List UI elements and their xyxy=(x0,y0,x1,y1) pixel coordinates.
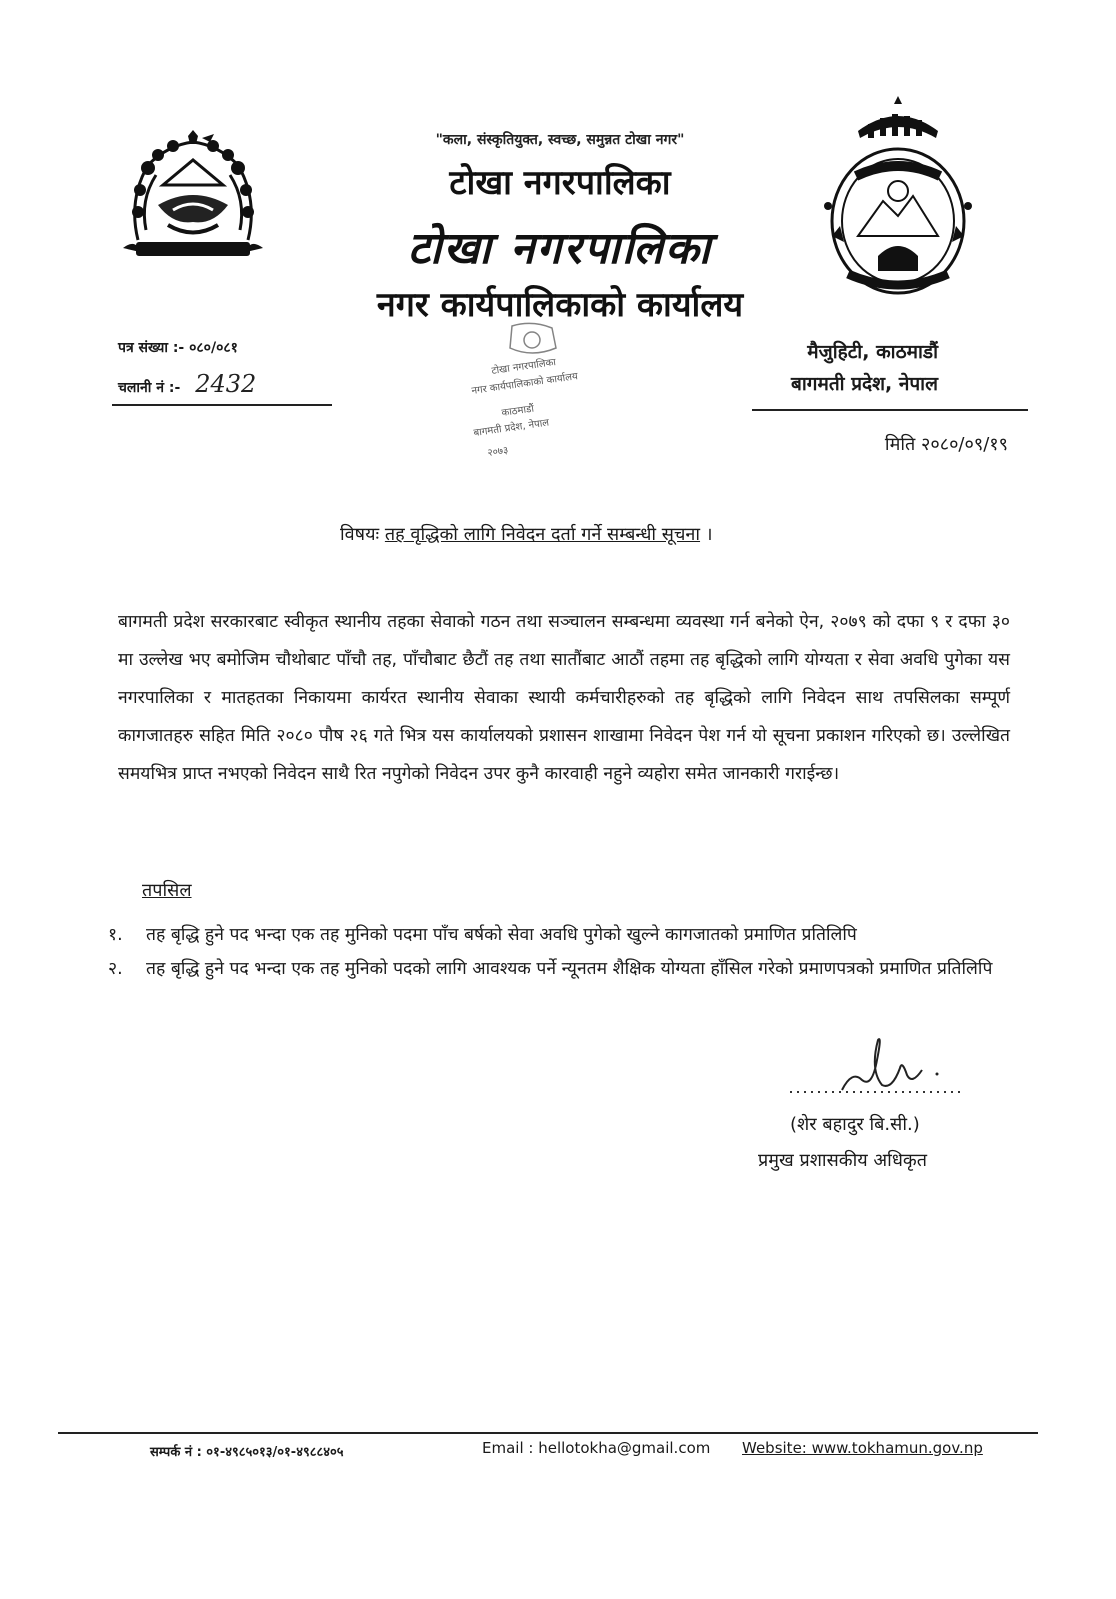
dispatch-number-label: चलानी नं :- xyxy=(118,380,181,396)
list-item-number: २. xyxy=(108,959,123,979)
signatory-title: प्रमुख प्रशासकीय अधिकृत xyxy=(758,1150,927,1171)
stamp-line-4: बागमती प्रदेश, नेपाल xyxy=(472,417,550,439)
stamp-line-2: नगर कार्यपालिकाको कार्यालय xyxy=(470,371,579,397)
address-line-2: बागमती प्रदेश, नेपाल xyxy=(791,373,938,395)
list-item-number: १. xyxy=(108,925,123,945)
list-item-text: तह बृद्धि हुने पद भन्दा एक तह मुनिको पदको लागि आवश्यक पर्ने न्यूनतम शैक्षिक योग्यता हाँसिल गरेको प्रमाणपत्रको प्रमाणित प्रतिलिपि xyxy=(146,959,993,979)
address-line-1: मैजुहिटी, काठमाडौं xyxy=(807,341,938,363)
schedule-list xyxy=(108,918,1020,986)
letter-number-value: ०८०/०८१ xyxy=(189,340,238,356)
letter-date: मिति २०८०/०९/१९ xyxy=(884,434,1008,455)
nepal-government-emblem-icon xyxy=(118,130,268,270)
dispatch-number xyxy=(118,370,256,398)
dispatch-number-value: 2432 xyxy=(195,370,257,398)
footer-website-link[interactable]: Website: www.tokhamun.gov.np xyxy=(742,1439,983,1457)
municipality-name: टोखा नगरपालिका xyxy=(449,163,671,203)
stamp-line-5: २०७३ xyxy=(486,445,510,459)
footer-email[interactable]: Email : hellotokha@gmail.com xyxy=(482,1439,711,1457)
tokha-municipality-logo-icon xyxy=(818,96,978,301)
office-stamp xyxy=(452,318,612,462)
letter-number xyxy=(118,338,238,357)
office-name: नगर कार्यपालिकाको कार्यालय xyxy=(376,285,744,325)
signature xyxy=(782,1030,972,1110)
signatory-name: (शेर बहादुर बि.सी.) xyxy=(790,1114,920,1135)
subject-label: विषयः xyxy=(340,524,380,545)
subject-text: तह वृद्धिको लागि निवेदन दर्ता गर्ने सम्बन्धी सूचना xyxy=(384,524,701,545)
list-item xyxy=(108,918,1020,952)
footer-divider xyxy=(58,1432,1038,1434)
list-item-text: तह बृद्धि हुने पद भन्दा एक तह मुनिको पदमा पाँच बर्षको सेवा अवधि पुगेको खुल्ने कागजातको प्रमाणित प्रतिलिपि xyxy=(146,925,857,945)
header-divider-right xyxy=(752,409,1028,411)
letter-number-label: पत्र संख्या :- xyxy=(118,340,185,356)
subject-line xyxy=(340,522,713,546)
schedule-heading: तपसिल xyxy=(142,880,192,901)
header-divider-left xyxy=(112,404,332,406)
footer-contact: सम्पर्क नं : ०१-४९८५०१३/०१-४९८८४०५ xyxy=(150,1445,344,1460)
stamp-line-1: टोखा नगरपालिका xyxy=(490,357,557,377)
municipality-name-styled: टोखा नगरपालिका xyxy=(407,223,713,274)
list-item xyxy=(108,952,1020,986)
municipality-slogan: "कला, संस्कृतियुक्त, स्वच्छ, समुन्नत टोखा नगर" xyxy=(435,132,685,148)
stamp-line-3: काठमाडौं xyxy=(500,403,535,419)
subject-end: । xyxy=(705,524,713,545)
notice-body: बागमती प्रदेश सरकारबाट स्वीकृत स्थानीय तहका सेवाको गठन तथा सञ्चालन सम्बन्धमा व्यवस्था गर्न बनेको ऐन, २०७९ को दफा ९ र दफा ३० मा उल्लेख भए बमोजिम चौथोबाट पाँचौ तह, पाँचौबाट छैटौं तह तथा सातौंबाट आठौं तहमा तह बृद्धिको लागि योग्यता र सेवा अवधि पुगेका यस नगरपालिका र मातहतका निकायमा कार्यरत स्थानीय सेवाका स्थायी कर्मचारीहरुको तह बृद्धिको लागि निवेदन साथ तपसिलका सम्पूर्ण कागजातहरु सहित मिति २०८० पौष २६ गते भित्र यस कार्यालयको प्रशासन शाखामा निवेदन पेश गर्न यो सूचना प्रकाशन गरिएको छ। उल्लेखित समयभित्र प्राप्त नभएको निवेदन साथै रित नपुगेको निवेदन उपर कुनै कारवाही नहुने व्यहोरा समेत जानकारी गराईन्छ। xyxy=(118,612,1010,784)
